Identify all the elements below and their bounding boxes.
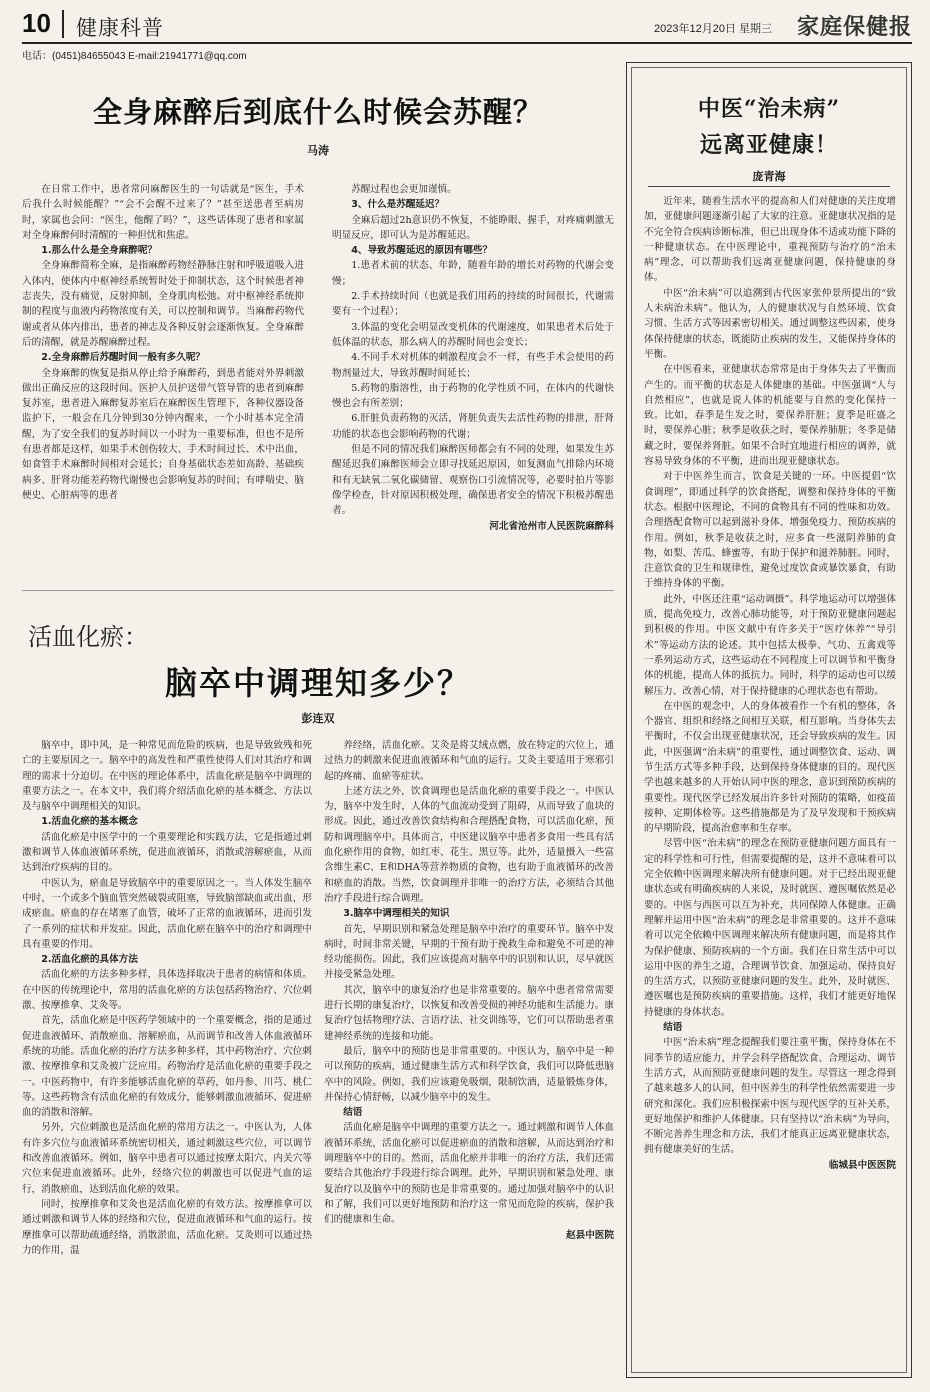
article-divider: [22, 590, 614, 591]
paragraph: 4.不同手术对机体的刺激程度会不一样，有些手术会使用的药物剂量过大，导致苏醒时间延长；: [332, 352, 614, 379]
sidebar-body: [644, 194, 896, 1372]
paragraph: 上述方法之外，饮食调理也是活血化瘀的重要手段之一。中医认为，脑卒中发生时，人体的气血流动受到了阻碍，从而导致了血块的形成。因此，通过改善饮食结构和合理搭配食物，可以活血化瘀，预防和调理脑卒中。具体而言，中医建议脑卒中患者多食用一些具有活血化瘀作用的食物，如红枣、花生、黑豆等。此外，适量摄入一些富含维生素C、E和DHA等营养物质的食物，也有助于血液循环的改善和瘀血的消散。当然，饮食调理并非唯一的治疗方法，必须结合其他治疗手段进行综合调理。: [324, 785, 614, 904]
article2-column-2: [324, 738, 614, 1374]
page-number: 10: [22, 8, 51, 38]
paragraph: 2.手术持续时间（也就是我们用药的持续的时间很长，代谢需要有一个过程）；: [332, 291, 614, 318]
paragraph: 但是不同的情况我们麻醉医师都会有不同的处理，如果发生苏醒延迟我们麻醉医师会立即寻找延迟原因，如复测血气排除内环境和有无缺氧二氧化碳储留、观察伤口引流情况等，必要时拍片等影像学检查，针对原因积极处理，确保患者安全的情况下积极苏醒患者。: [332, 444, 614, 517]
section-heading: 2.全身麻醉后苏醒时间一般有多久呢？: [41, 352, 206, 364]
section-heading: 1.那么什么是全身麻醉呢？: [41, 245, 158, 257]
article1-column-2: [332, 182, 614, 577]
article1-author: 马涛: [307, 144, 329, 157]
sidebar-title-line1: 中医“治未病”: [697, 96, 841, 122]
paragraph: 在日常工作中，患者常问麻醉医生的一句话就是“医生，手术后我什么时候能醒？”“会不会醒不过来了？”甚至送患者至病房时，家属也会问：“医生，他醒了吗？”，这些话体现了患者和家属对全身麻醉何时清醒的一种担忧和焦虑。: [22, 184, 304, 241]
paragraph: 3.体温的变化会明显改变机体的代谢速度，如果患者术后处于低体温的状态，那么病人的苏醒时间也会变长；: [332, 321, 614, 348]
paragraph: 尽管中医“治未病”的理念在预防亚健康问题方面具有一定的科学性和可行性，但需要提醒的是，这并不意味着可以完全依赖中医调理来解决所有健康问题。对于已经出现亚健康状态或有明确疾病的人来说，及时就医、遵医嘱依然是必要的。中医与西医可以互为补充，共同保障人体健康。正确理解并运用中医“治未病”的理念是非常重要的。这并不意味着可以完全依赖中医调理来解决所有健康问题，而是将其作为保护健康、预防疾病的一个方面。我们在日常生活中可以运用中医的养生之道，合理调节饮食、加强运动、保持良好的生活方式，以预防亚健康问题的发生。此外，及时就医、遵医嘱也是预防疾病的重要措施。这样，我们才能更好地保持健康的身体状态。: [644, 838, 896, 1018]
section-heading: 3、什么是苏醒延迟？: [351, 199, 445, 211]
paragraph: 脑卒中，即中风，是一种常见而危险的疾病，也是导致致残和死亡的主要原因之一。脑卒中的高发性和严重性使得人们对其治疗和调理的需求十分迫切。在中医的理论体系中，活血化瘀是脑卒中调理的重要方法之一。在本文中，我们将介绍活血化瘀的基本概念、方法以及与脑卒中调理相关的知识。: [22, 740, 312, 813]
masthead: [22, 6, 912, 44]
paragraph: 中医“治未病”理念提醒我们要注重平衡，保持身体在不同季节的适应能力，并学会科学搭配饮食、合理运动、调节生活方式，从而预防亚健康问题的发生。尽管这一理念得到了越来越多人的认同，但中医养生的科学性依然需要进一步研究和深化。我们应积极探索中医与现代医学的互补关系，更好地保护和维护人体健康。只有坚持以“治未病”为导向，不断完善养生理念和方法，我们才能真正远离亚健康状态，拥有健康美好的生活。: [644, 1037, 896, 1156]
sidebar-inner-frame: [631, 67, 907, 1373]
paragraph: 6.肝脏负责药物的灭活，肾脏负责失去活性药物的排泄，肝肾功能的状态也会影响药物的代谢；: [332, 413, 614, 440]
masthead-divider: [62, 10, 64, 38]
article2-column-1: [22, 738, 312, 1374]
author-affiliation: 河北省沧州市人民医院麻醉科: [489, 520, 614, 532]
sidebar-title-line2: 远离亚健康！: [699, 132, 838, 158]
contact-line: 电话：(0451)84655043 E-mail:21941771@qq.com: [22, 51, 247, 62]
paragraph: 在中医看来，亚健康状态常常是由于身体失去了平衡而产生的。而平衡的状态是人体健康的基础。中医强调“人与自然相应”，也就是说人体的机能要与自然的变化保持一致。比如，春季是生发之时，要保养肝脏；夏季是旺盛之时，要保养心脏；秋季是收获之时，要保养肺脏；冬季是储藏之时，要保养肾脏。如果不合时宜地进行相应的调养，就容易导致身体的不平衡，进而出现亚健康状态。: [644, 364, 896, 468]
sidebar-article-box: [626, 62, 912, 1378]
paragraph: 首先，早期识别和紧急处理是脑卒中治疗的重要环节。脑卒中发病时，时间非常关键，早期的干预有助于挽救生命和避免不可逆的神经功能损伤。因此，我们应该提高对脑卒中的识别和认识，尽早就医并接受紧急处理。: [324, 923, 614, 981]
section-heading: 2.活血化瘀的具体方法: [41, 954, 138, 966]
article2-author: 彭连双: [301, 712, 335, 725]
paragraph: 中医“治未病”可以追溯到古代医家张仲景所提出的“致人未病治未病”。他认为，人的健康状况与自然环境、饮食习惯、生活方式等因素密切相关。通过调整这些因素，使身体保持健康的状态，既能防止疾病的发生，又能保持身体的平衡。: [644, 287, 896, 360]
section-heading: 结语: [343, 1107, 363, 1119]
section-heading: 结语: [663, 1022, 683, 1034]
newspaper-name: 家庭保健报: [796, 14, 912, 40]
sidebar-divider: [648, 186, 890, 187]
paragraph: 全身麻醉简称全麻，是指麻醉药物经静脉注射和呼吸道吸入进入体内，使体内中枢神经系统暂时处于抑制状态，这个时候患者神志丧失，没有痛觉，反射抑制，全身肌肉松弛。对中枢神经系统抑制的程度与血液内药物浓度有关，可以控制和调节。当麻醉药物代谢或者从体内排出，患者的神志及各种反射会逐渐恢复。全身麻醉后的清醒，就是苏醒麻醉过程。: [22, 260, 304, 348]
paragraph: 全身麻醉的恢复是指从停止给予麻醉药，到患者能对外界刺激做出正确反应的这段时间。医护人员护送带气管导管的患者到麻醉复苏室，患者进入麻醉复苏室后在麻醉医生管理下，各种仪器设备监护下，一般会在几分钟到30分钟内醒来，一个小时基本完全清醒，为了安全我们的复苏时间以一小时为一重要标准，但也不是所有患者都是这样，如果手术创伤较大、手术时间过长、术中出血，如食管手术麻醉时间相对会延长；自身基础状态差如高龄、基础疾病多、肝肾功能差药物代谢慢也会影响复苏的时间；有哮喘史、脑梗史、心脏病等的患者: [22, 367, 304, 501]
paragraph: 苏醒过程也会更加谨慎。: [351, 184, 457, 195]
paragraph: 活血化瘀是中医学中的一个重要理论和实践方法，它是指通过刺激和调节人体血液循环系统，促进血液循环，消散或溶解瘀血，从而达到治疗疾病的目的。: [22, 831, 312, 874]
paragraph: 5.药物的脂溶性，由于药物的化学性质不同，在体内的代谢快慢也会有所差别；: [332, 382, 614, 410]
paragraph: 首先，活血化瘀是中医药学领域中的一个重要概念，指的是通过促进血液循环、消散瘀血、溶解瘀血，从而调节和改善人体血液循环系统的功能。活血化瘀的治疗方法多种多样，其中药物治疗、穴位刺激、按摩推拿和艾灸被广泛应用。药物治疗是活血化瘀的重要手段之一。中医药物中，有许多能够活血化瘀的草药，如丹参、川芎、桃仁等。这些药物含有活血化瘀的有效成分，能够刺激血液循环、促进瘀血的消散和溶解。: [22, 1015, 312, 1119]
author-affiliation: 临城县中医医院: [828, 1159, 896, 1171]
section-heading: 4、导致苏醒延迟的原因有哪些？: [351, 245, 493, 257]
paragraph: 活血化瘀的方法多种多样，具体选择取决于患者的病情和体质。在中医的传统理论中，常用的活血化瘀的方法包括药物治疗、穴位刺激、按摩推拿、艾灸等。: [22, 969, 312, 1012]
paragraph: 同时，按摩推拿和艾灸也是活血化瘀的有效方法。按摩推拿可以通过刺激和调节人体的经络和穴位，促进血液循环和气血的运行。按摩推拿可以帮助疏通经络，消散淤血，活血化瘀。艾灸则可以通过热力的作用，温: [22, 1198, 312, 1256]
paragraph: 对于中医养生而言，饮食是关键的一环。中医提倡“饮食调理”，即通过科学的饮食搭配，调整和保持身体的平衡状态。根据中医理论，不同的食物具有不同的性味和功效。合理搭配食物可以起到滋补身体、增强免疫力、预防疾病的作用。例如，秋季是收获之时，应多食一些滋阴养肺的食物，如梨、苦瓜、蜂蜜等，有助于保护和滋养肺脏。同时，注意饮食的卫生和规律性，避免过度饮食或暴饮暴食，有助于维持身体的平衡。: [644, 471, 896, 590]
paragraph: 近年来，随着生活水平的提高和人们对健康的关注度增加，亚健康问题逐渐引起了大家的注意。亚健康状况指的是不完全符合疾病诊断标准，但已出现身体不适或功能下降的一种健康状态。在中医理论中，重视预防与治疗的“治未病”理念，可以帮助我们远离亚健康问题，保持健康的身体。: [644, 196, 896, 284]
article2-title: 脑卒中调理知多少？: [164, 664, 471, 702]
author-affiliation: 赵县中医院: [566, 1229, 614, 1241]
section-heading: 1.活血化瘀的基本概念: [41, 816, 138, 828]
sidebar-author: 庞青海: [752, 170, 786, 183]
paragraph: 全麻后超过2h意识仍不恢复，不能睁眼、握手，对疼痛刺激无明显反应，即可认为是苏醒延迟。: [332, 214, 614, 241]
article1-column-1: [22, 182, 304, 577]
article2-kicker: 活血化瘀：: [28, 623, 148, 651]
section-name: 健康科普: [76, 16, 164, 40]
paragraph: 另外，穴位刺激也是活血化瘀的常用方法之一。中医认为，人体有许多穴位与血液循环系统密切相关，通过刺激这些穴位，可以调节和改善血液循环。例如，脑卒中患者可以通过按摩太阳穴、内关穴等穴位来促进血液循环。此外，经络穴位的刺激也可以促进气血的运行，消散瘀血，达到活血化瘀的效果。: [22, 1122, 312, 1195]
article1-title: 全身麻醉后到底什么时候会苏醒？: [92, 95, 543, 129]
issue-date: 2023年12月20日 星期三: [654, 23, 772, 35]
paragraph: 养经络，活血化瘀。艾灸是将艾绒点燃，放在特定的穴位上，通过热力的刺激来促进血液循环和气血的运行。艾灸主要适用于寒邪引起的疼痛、血瘀等症状。: [324, 740, 614, 782]
paragraph: 其次，脑卒中的康复治疗也是非常重要的。脑卒中患者常常需要进行长期的康复治疗，以恢复和改善受损的神经功能和生活能力。康复治疗包括物理疗法、言语疗法、社交训练等，它们可以帮助患者重建神经系统的连接和功能。: [324, 984, 614, 1042]
paragraph: 1.患者术前的状态、年龄，随着年龄的增长对药物的代谢会变慢；: [332, 260, 614, 287]
paragraph: 最后，脑卒中的预防也是非常重要的。中医认为，脑卒中是一种可以预防的疾病，通过健康生活方式和科学饮食，我们可以降低患脑卒中的风险。例如，我们应该避免吸烟，限制饮酒，适量锻炼身体，并保持心情舒畅，以减少脑卒中的发生。: [324, 1045, 614, 1103]
paragraph: 在中医的观念中，人的身体被看作一个有机的整体，各个器官、组织和经络之间相互关联，相互影响。当身体失去平衡时，不仅会出现亚健康状况，还会导致疾病的发生。因此，中医强调“治未病”的重要性，通过调整饮食、运动、调节生活方式等多种手段，达到保持身体健康的目的。现代医学也越来越多的人开始认同中医的理念，意识到预防疾病的重要性。现代医学已经发展出许多针对预防的策略，如疫苗接种、定期体检等。这些措施都是为了及早发现和干预疾病的早期阶段，提高治愈率和生存率。: [644, 700, 896, 835]
paragraph: 此外，中医还注重“运动调摄”。科学地运动可以增强体质，提高免疫力，改善心肺功能等，对于预防亚健康问题起到积极的作用。中医文献中有许多关于“医疗休养”“导引术”等运动方法的论述。其中包括太极拳、气功、五禽戏等一系列运动方式，这些运动在不同程度上可以调节和平衡身体的机能，提高人体的抵抗力。同时，科学的运动也可以缓解压力、改善心情，对于保持健康的心理状态也有帮助。: [644, 593, 896, 697]
section-heading: 3.脑卒中调理相关的知识: [343, 908, 450, 920]
paragraph: 中医认为，瘀血是导致脑卒中的重要原因之一。当人体发生脑卒中时，一个或多个脑血管突然破裂或阻塞，导致脑部缺血或出血，形成瘀血。瘀血的存在堵塞了血管，破坏了正常的血液循环，进而引发了一系列的症状和并发症。因此，活血化瘀在脑卒中的治疗和调理中具有重要的作用。: [22, 877, 312, 950]
paragraph: 活血化瘀是脑卒中调理的重要方法之一。通过刺激和调节人体血液循环系统，活血化瘀可以促进瘀血的消散和溶解，从而达到治疗和调理脑卒中的目的。然而，活血化瘀并非唯一的治疗方法，我们还需要结合其他治疗手段进行综合调理。此外，早期识别和紧急处理、康复治疗以及脑卒中的预防也是非常重要的。通过加强对脑卒中的认识和了解，我们可以更好地预防和治疗这一常见而危险的疾病，保护我们的健康和生命。: [324, 1122, 614, 1226]
